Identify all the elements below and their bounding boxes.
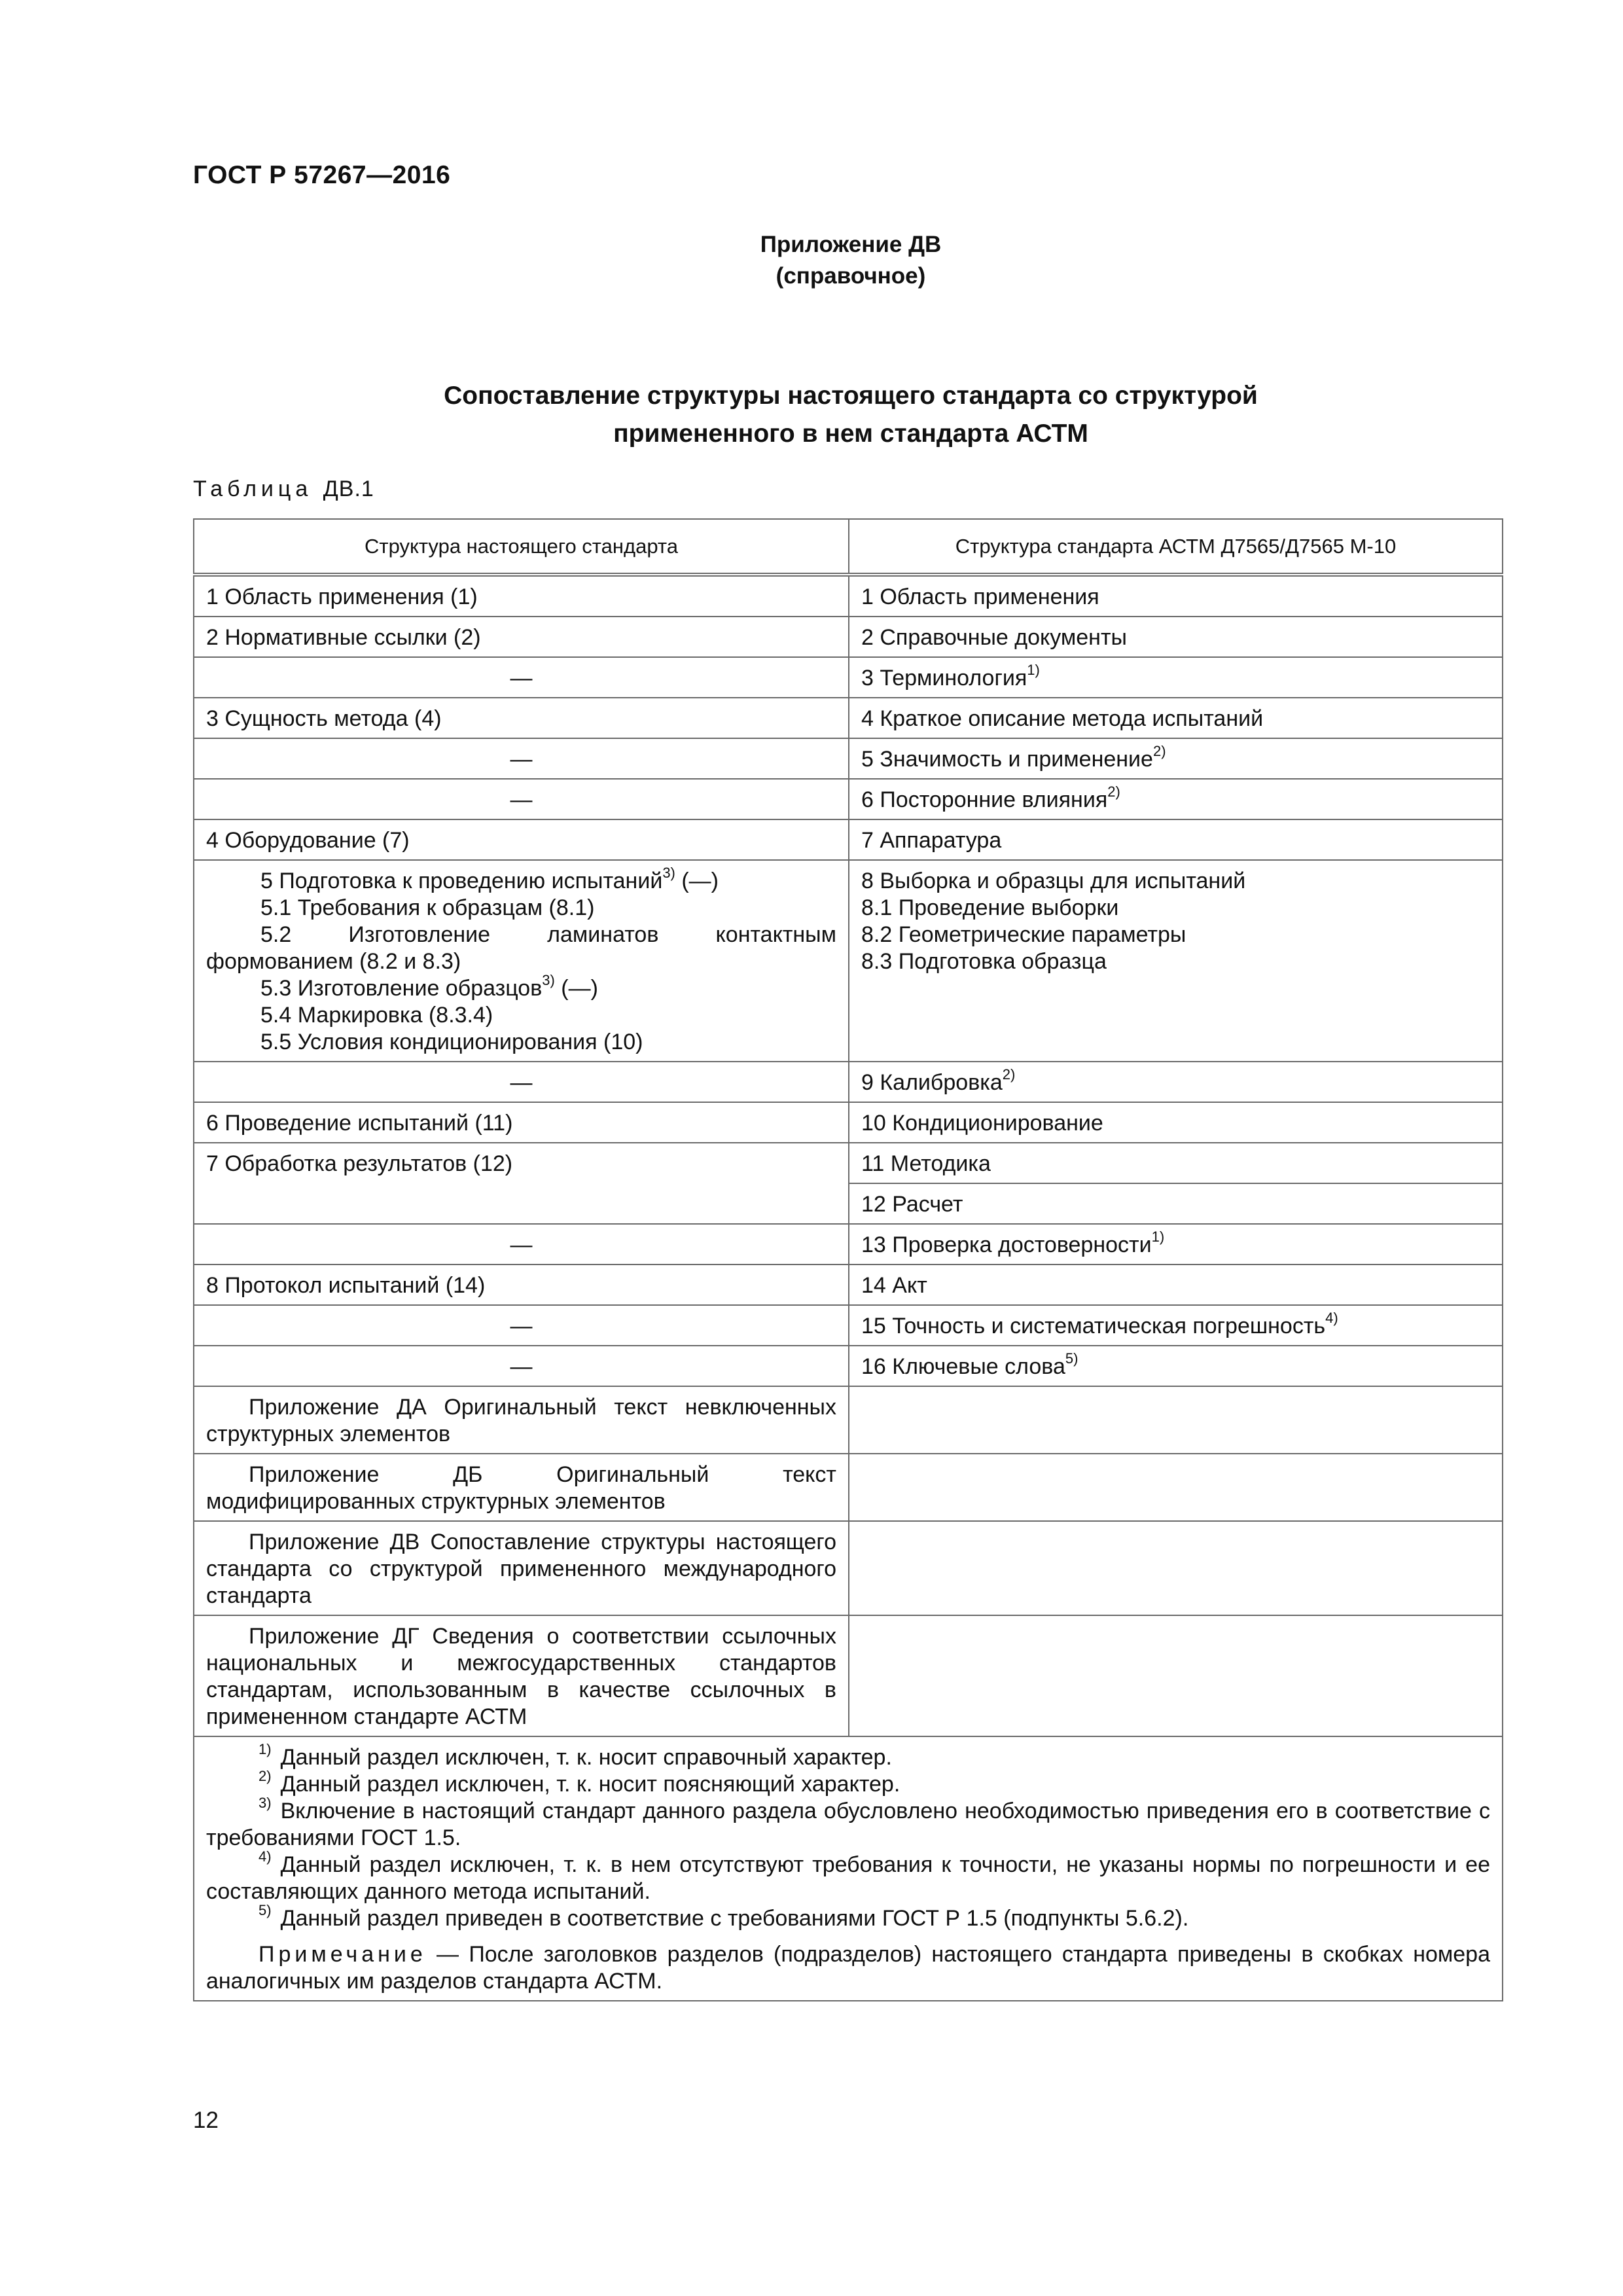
- cell-text: 15 Точность и систематическая погрешность: [861, 1314, 1326, 1338]
- table-cell: —: [194, 738, 849, 779]
- cell-line: 5.1 Требования к образцам (8.1): [260, 895, 595, 920]
- table-header-row: [194, 519, 1503, 575]
- table-cell: [194, 1521, 849, 1615]
- cell-text: Приложение ДГ Сведения о соответствии ссылочных национальных и межгосударственных стандартов стандартам, использованным в качестве ссылочных в примененном стандарте АСТМ: [206, 1624, 836, 1729]
- table-row: [194, 1386, 1503, 1454]
- footnote-ref: 4): [1325, 1309, 1338, 1326]
- table-cell: 8 Протокол испытаний (14): [194, 1265, 849, 1305]
- footnote-ref: 3): [542, 971, 555, 988]
- table-cell: —: [194, 1346, 849, 1386]
- table-cell: 7 Аппаратура: [849, 819, 1503, 860]
- footnote: $^{1)}$ Данный раздел исключен, т. к. носит справочный характер.: [259, 1740, 892, 1770]
- cell-text: Приложение ДБ Оригинальный текст модифицированных структурных элементов: [206, 1462, 836, 1514]
- footnote-mark: 1): [259, 1740, 272, 1757]
- cell-text: 5 Значимость и применение: [861, 747, 1153, 772]
- table-cell: [194, 1615, 849, 1736]
- appendix-title: Приложение ДВ: [760, 232, 942, 257]
- cell-line: 5.4 Маркировка (8.3.4): [260, 1003, 493, 1028]
- cell-line: 8 Выборка и образцы для испытаний: [861, 869, 1246, 893]
- table-cell: —: [194, 1305, 849, 1346]
- table-cell: 2 Нормативные ссылки (2): [194, 617, 849, 657]
- cell-line: 8.3 Подготовка образца: [861, 949, 1107, 974]
- table-cell: [849, 860, 1503, 1062]
- footnote-mark: 4): [259, 1848, 272, 1865]
- footnote-ref: 1): [1027, 661, 1040, 678]
- table-label: [193, 476, 374, 502]
- table-cell: 14 Акт: [849, 1265, 1503, 1305]
- table-row: [194, 1346, 1503, 1386]
- table-row: [194, 1305, 1503, 1346]
- footnote-ref: 3): [662, 864, 675, 881]
- cell-line: 5.3 Изготовление образцов$^{3)}$ (—): [260, 971, 598, 1001]
- table-cell: [849, 1305, 1503, 1346]
- table-cell: [849, 779, 1503, 819]
- footnote-mark: 5): [259, 1901, 272, 1918]
- table-cell: 3 Сущность метода (4): [194, 698, 849, 738]
- table-cell-empty: [849, 1386, 1503, 1454]
- table-notes-row: [194, 1736, 1503, 2001]
- table-cell-empty: [849, 1615, 1503, 1736]
- table-row: [194, 819, 1503, 860]
- table-cell: —: [194, 1062, 849, 1102]
- table-row: [194, 1454, 1503, 1521]
- table-row: [194, 698, 1503, 738]
- footnote-mark: 3): [259, 1794, 272, 1811]
- table-cell: [194, 1454, 849, 1521]
- table-row: [194, 1224, 1503, 1265]
- page-title-line-2: примененного в нем стандарта АСТМ: [613, 420, 1088, 448]
- footnote-ref: 2): [1107, 783, 1120, 800]
- table-row: [194, 575, 1503, 617]
- table-row: [194, 1521, 1503, 1615]
- table-cell: [849, 1224, 1503, 1265]
- table-cell: 6 Проведение испытаний (11): [194, 1102, 849, 1143]
- table-cell-empty: [849, 1521, 1503, 1615]
- table-row: [194, 738, 1503, 779]
- cell-text: 9 Калибровка: [861, 1070, 1003, 1095]
- table-cell: 1 Область применения (1): [194, 575, 849, 617]
- table-remark: [206, 1941, 1490, 1995]
- cell-text: 6 Посторонние влияния: [861, 787, 1108, 812]
- table-cell: [194, 860, 849, 1062]
- page-title-line-1: Сопоставление структуры настоящего стандарта со структурой: [444, 382, 1258, 410]
- table-cell: 12 Расчет: [849, 1183, 1503, 1224]
- column-header-astm-standard: Структура стандарта АСТМ Д7565/Д7565 М-10: [849, 519, 1503, 575]
- table-cell: —: [194, 779, 849, 819]
- cell-line: 5.5 Условия кондиционирования (10): [260, 1030, 643, 1054]
- footnote-ref: 1): [1151, 1228, 1165, 1245]
- table-row: [194, 1102, 1503, 1143]
- footnote-mark: 2): [259, 1767, 272, 1784]
- cell-line: 8.2 Геометрические параметры: [861, 922, 1186, 947]
- table-cell: 4 Краткое описание метода испытаний: [849, 698, 1503, 738]
- table-cell: [194, 1386, 849, 1454]
- structure-comparison-table: [193, 518, 1503, 2001]
- table-row: [194, 1265, 1503, 1305]
- footnote: $^{2)}$ Данный раздел исключен, т. к. носит поясняющий характер.: [259, 1767, 901, 1797]
- table-cell: [849, 738, 1503, 779]
- footnote-ref: 5): [1065, 1350, 1079, 1367]
- remark-label: Примечание: [259, 1942, 427, 1967]
- remark-text: — После заголовков разделов (подразделов) настоящего стандарта приведены в скобках номера аналогичных им разделов стандарта АСТМ.: [206, 1942, 1490, 1994]
- table-cell: 1 Область применения: [849, 575, 1503, 617]
- footnote-ref: 2): [1002, 1066, 1016, 1083]
- footnote: $^{5)}$ Данный раздел приведен в соответствие с требованиями ГОСТ Р 1.5 (подпункты 5.6.2).: [259, 1901, 1189, 1931]
- table-cell: [849, 1346, 1503, 1386]
- table-row: [194, 1615, 1503, 1736]
- column-header-current-standard: Структура настоящего стандарта: [194, 519, 849, 575]
- table-label-number: ДВ.1: [323, 476, 374, 501]
- footnote-ref: 2): [1152, 742, 1166, 759]
- cell-text: 3 Терминология: [861, 666, 1027, 691]
- table-row: [194, 1143, 1503, 1183]
- table-cell: [849, 1062, 1503, 1102]
- appendix-heading: [0, 229, 1623, 292]
- table-cell: 4 Оборудование (7): [194, 819, 849, 860]
- table-row: [194, 779, 1503, 819]
- cell-line: 5.2 Изготовление ламинатов контактным формованием (8.2 и 8.3): [206, 922, 836, 974]
- table-cell-empty: [849, 1454, 1503, 1521]
- table-cell: —: [194, 1224, 849, 1265]
- footnote: $^{4)}$ Данный раздел исключен, т. к. в нем отсутствуют требования к точности, не указаны нормы по погрешности и ее составляющих данного метода испытаний.: [206, 1848, 1490, 1904]
- table-notes: [194, 1736, 1503, 2001]
- document-code: ГОСТ Р 57267—2016: [193, 161, 451, 189]
- table-row: [194, 657, 1503, 698]
- table-cell: 10 Кондиционирование: [849, 1102, 1503, 1143]
- page-title: [294, 377, 1407, 453]
- cell-text: 13 Проверка достоверности: [861, 1232, 1152, 1257]
- table-cell: 11 Методика: [849, 1143, 1503, 1183]
- cell-text: Приложение ДВ Сопоставление структуры настоящего стандарта со структурой примененного международного стандарта: [206, 1530, 836, 1608]
- table-label-word: Таблица: [193, 476, 313, 501]
- table-row: [194, 860, 1503, 1062]
- cell-line: 5 Подготовка к проведению испытаний$^{3)}$ (—): [260, 864, 719, 893]
- appendix-kind: (справочное): [776, 263, 926, 289]
- table-cell: —: [194, 657, 849, 698]
- cell-text: Приложение ДА Оригинальный текст невключенных структурных элементов: [206, 1395, 836, 1446]
- table-cell: 2 Справочные документы: [849, 617, 1503, 657]
- cell-text: 16 Ключевые слова: [861, 1354, 1065, 1379]
- table-cell: 7 Обработка результатов (12): [194, 1143, 849, 1224]
- cell-line: 8.1 Проведение выборки: [861, 895, 1119, 920]
- table-row: [194, 1062, 1503, 1102]
- page-number: 12: [193, 2108, 219, 2133]
- table-row: [194, 617, 1503, 657]
- table-cell: [849, 657, 1503, 698]
- footnote: $^{3)}$ Включение в настоящий стандарт данного раздела обусловлено необходимостью приведения его в соответствие с требованиями ГОСТ 1.5.: [206, 1794, 1490, 1850]
